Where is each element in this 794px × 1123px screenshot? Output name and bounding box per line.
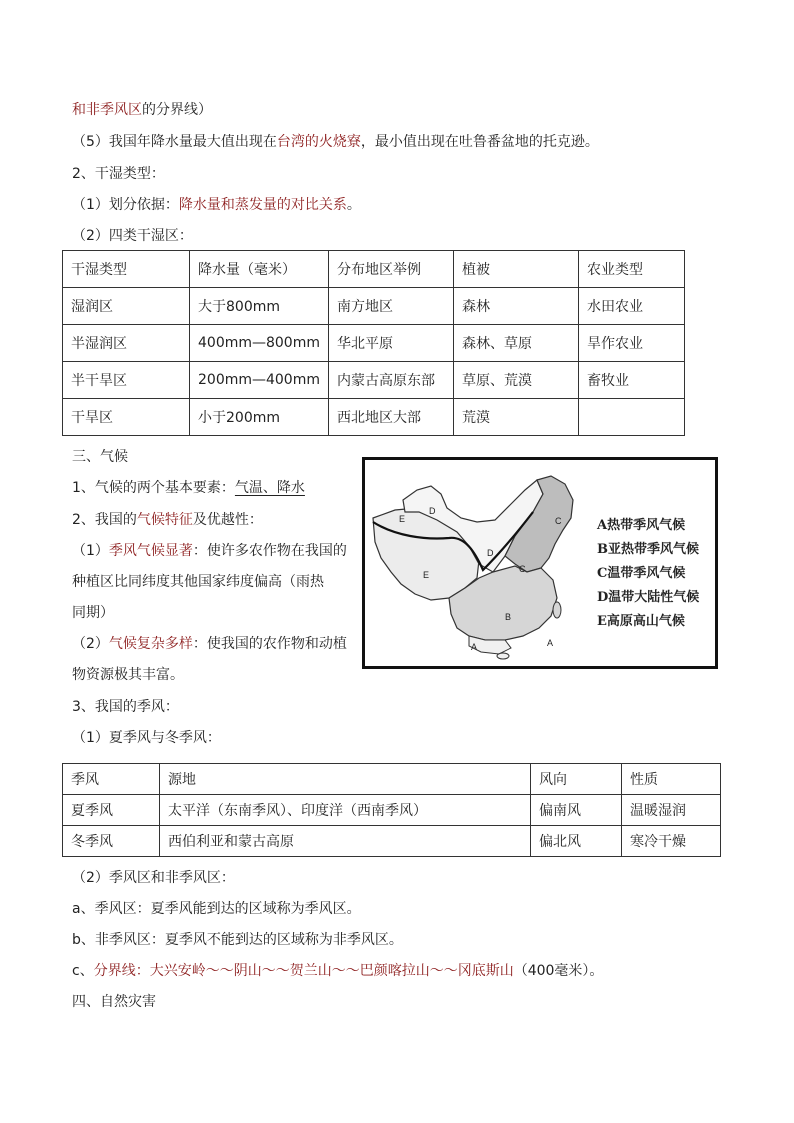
plain-text: （400毫米）。 <box>513 963 604 979</box>
table-cell: 森林、草原 <box>454 325 579 362</box>
table-row <box>63 399 685 436</box>
table-header-row <box>63 764 721 795</box>
text-line-elements <box>72 478 305 498</box>
text-line-precip-extremes <box>72 132 599 152</box>
plain-text: ：使许多农作物在我国的 <box>192 543 347 559</box>
map-letter: C <box>519 564 526 574</box>
text-line-continuation <box>72 665 184 685</box>
plain-text: b、非季风区：夏季风不能到达的区域称为非季风区。 <box>72 932 403 948</box>
table-cell: 夏季风 <box>63 795 160 826</box>
plain-text: 2、我国的 <box>72 512 137 528</box>
table-row <box>63 826 721 857</box>
table-row <box>63 288 685 325</box>
plain-text: 及优越性： <box>192 512 263 528</box>
table-cell: 旱作农业 <box>579 325 685 362</box>
plain-text: 1、气候的两个基本要素： <box>72 480 235 496</box>
text-line-continuation <box>72 572 324 592</box>
table-row <box>63 325 685 362</box>
table-header-cell: 季风 <box>63 764 160 795</box>
table-cell: 荒漠 <box>454 399 579 436</box>
table-header-cell: 风向 <box>531 764 622 795</box>
island-hainan <box>497 653 509 659</box>
plain-text: ：使我国的农作物和动植 <box>192 636 347 652</box>
table-cell: 干旱区 <box>63 399 190 436</box>
highlight-text: 季风气候显著 <box>108 543 193 559</box>
island-taiwan <box>553 602 561 618</box>
map-letter: C <box>555 516 562 526</box>
text-line-boundary <box>72 961 603 981</box>
plain-text: 的分界线） <box>142 102 212 118</box>
text-line-complex-feature <box>72 634 347 654</box>
text-line-monsoon-feature <box>72 541 347 561</box>
map-letter: A <box>471 642 478 652</box>
table-cell: 太平洋（东南季风）、印度洋（西南季风） <box>160 795 531 826</box>
climate-map <box>362 457 718 669</box>
dry-wet-table <box>62 250 685 436</box>
table-cell: 水田农业 <box>579 288 685 325</box>
plain-text: 。 <box>346 197 361 213</box>
table-cell: 畜牧业 <box>579 362 685 399</box>
table-cell: 偏南风 <box>531 795 622 826</box>
table-cell: 400mm—800mm <box>190 325 329 362</box>
highlight-text: 降水量和蒸发量的对比关系 <box>178 197 347 213</box>
section-heading-monsoon <box>72 697 179 717</box>
table-cell: 寒冷干燥 <box>622 826 721 857</box>
highlight-text: 和非季风区 <box>72 102 142 118</box>
table-header-cell: 农业类型 <box>579 251 685 288</box>
plain-text: ，最小值出现在吐鲁番盆地的托克逊。 <box>360 134 599 150</box>
plain-text: 三、气候 <box>72 449 128 465</box>
highlight-text: 气候特征 <box>136 512 193 528</box>
highlight-text: 台湾的火烧寮 <box>276 134 361 150</box>
table-cell: 半湿润区 <box>63 325 190 362</box>
plain-text: 2、干湿类型： <box>72 166 165 182</box>
plain-text: （1）夏季风与冬季风： <box>72 730 221 746</box>
map-letter: D <box>487 548 494 558</box>
plain-text: 种植区比同纬度其他国家纬度偏高（雨热 <box>72 574 324 590</box>
text-line-boundary-end <box>72 100 212 120</box>
legend-item: D温带大陆性气候 <box>597 590 700 605</box>
map-letter: B <box>505 612 512 622</box>
legend-item: A热带季风气候 <box>597 518 686 533</box>
plain-text: （2）季风区和非季风区： <box>72 870 235 886</box>
plain-text: 同期） <box>72 605 114 621</box>
table-header-cell: 植被 <box>454 251 579 288</box>
text-line-monsoon-zone <box>72 899 361 919</box>
plain-text: （5）我国年降水量最大值出现在 <box>72 134 277 150</box>
table-cell: 内蒙古高原东部 <box>329 362 454 399</box>
table-cell: 湿润区 <box>63 288 190 325</box>
plain-text: （2） <box>72 636 109 652</box>
text-line-summer-winter <box>72 728 221 748</box>
table-header-cell: 分布地区举例 <box>329 251 454 288</box>
table-cell: 冬季风 <box>63 826 160 857</box>
plain-text: c、 <box>72 963 94 979</box>
highlight-text: 分界线：大兴安岭～～阴山～～贺兰山～～巴颜喀拉山～～冈底斯山 <box>93 963 514 979</box>
table-header-row <box>63 251 685 288</box>
underlined-text: 气温、降水 <box>234 480 305 496</box>
table-cell: 华北平原 <box>329 325 454 362</box>
text-line-features <box>72 510 263 530</box>
table-header-cell: 性质 <box>622 764 721 795</box>
monsoon-table <box>62 763 721 857</box>
text-line-non-monsoon-zone <box>72 930 403 950</box>
text-line-four-zones <box>72 226 193 246</box>
section-heading-climate <box>72 447 128 467</box>
table-cell: 草原、荒漠 <box>454 362 579 399</box>
text-line-continuation <box>72 603 114 623</box>
map-letter: E <box>399 514 406 524</box>
table-row <box>63 795 721 826</box>
china-map-svg <box>365 460 593 660</box>
legend-item: B亚热带季风气候 <box>597 542 699 557</box>
table-cell: 小于200mm <box>190 399 329 436</box>
table-cell: 半干旱区 <box>63 362 190 399</box>
plain-text: a、季风区：夏季风能到达的区域称为季风区。 <box>72 901 361 917</box>
map-letter: D <box>429 506 436 516</box>
plain-text: （1）划分依据： <box>72 197 179 213</box>
legend-item: E高原高山气候 <box>597 614 685 629</box>
text-line-criteria <box>72 195 361 215</box>
plain-text: 物资源极其丰富。 <box>72 667 184 683</box>
table-header-cell: 干湿类型 <box>63 251 190 288</box>
plain-text: （2）四类干湿区： <box>72 228 193 244</box>
plain-text: （1） <box>72 543 109 559</box>
table-cell: 森林 <box>454 288 579 325</box>
section-heading-dry-wet <box>72 164 165 184</box>
legend-item: C温带季风气候 <box>597 566 686 581</box>
table-cell: 大于800mm <box>190 288 329 325</box>
table-cell: 偏北风 <box>531 826 622 857</box>
table-cell: 西北地区大部 <box>329 399 454 436</box>
table-cell <box>579 399 685 436</box>
table-cell: 南方地区 <box>329 288 454 325</box>
highlight-text: 气候复杂多样 <box>108 636 193 652</box>
table-row <box>63 362 685 399</box>
table-header-cell: 源地 <box>160 764 531 795</box>
plain-text: 3、我国的季风： <box>72 699 179 715</box>
table-cell: 西伯利亚和蒙古高原 <box>160 826 531 857</box>
table-cell: 温暖湿润 <box>622 795 721 826</box>
map-letter: E <box>423 570 430 580</box>
table-header-cell: 降水量（毫米） <box>190 251 329 288</box>
map-letter: A <box>547 638 554 648</box>
section-heading-disasters <box>72 992 156 1012</box>
plain-text: 四、自然灾害 <box>72 994 156 1010</box>
text-line-zones <box>72 868 235 888</box>
table-cell: 200mm—400mm <box>190 362 329 399</box>
